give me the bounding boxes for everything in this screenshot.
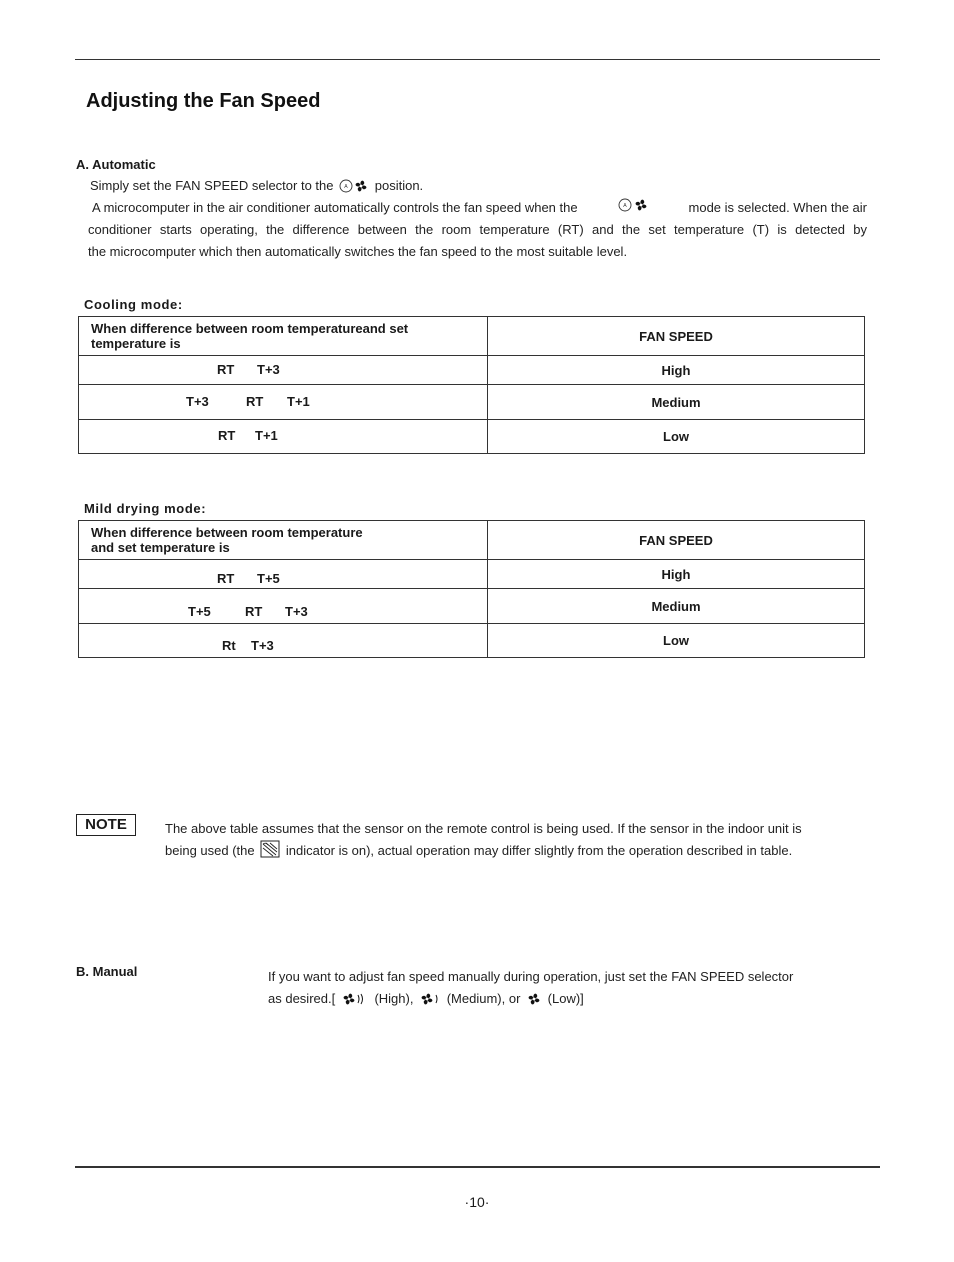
- condition-term: T+1: [255, 428, 278, 443]
- condition-term: RT: [246, 394, 264, 409]
- section-b-text: [268, 966, 868, 1013]
- note-line-2-before: being used (the: [165, 843, 255, 858]
- top-rule: [75, 59, 880, 60]
- condition-term: T+3: [186, 394, 209, 409]
- condition-term: RT: [245, 604, 263, 619]
- cooling-table: [78, 316, 865, 454]
- condition-cell: [79, 589, 488, 624]
- section-b-medium-label: (Medium), or: [446, 991, 521, 1006]
- condition-term: T+5: [188, 604, 211, 619]
- table-row: [79, 560, 865, 589]
- section-b-low-label: (Low)]: [547, 991, 584, 1006]
- note-label: NOTE: [76, 814, 136, 836]
- cooling-mode-label: Cooling mode:: [84, 297, 183, 312]
- fan-speed-cell: Medium: [488, 589, 865, 624]
- condition-term: RT: [218, 428, 236, 443]
- cooling-header-right: FAN SPEED: [488, 317, 865, 356]
- drying-header-left-line2: and set temperature is: [91, 540, 230, 555]
- bottom-rule: [75, 1166, 880, 1168]
- condition-term: T+3: [257, 362, 280, 377]
- condition-cell: [79, 356, 488, 385]
- section-b-line1: If you want to adjust fan speed manually during operation, just set the FAN SPEED selector: [268, 969, 794, 984]
- para-line-1: [88, 197, 867, 219]
- condition-term: T+3: [285, 604, 308, 619]
- drying-mode-label: Mild drying mode:: [84, 501, 207, 516]
- condition-cell: [79, 420, 488, 454]
- sensor-indicator-icon: [260, 840, 280, 865]
- page-number: ·10·: [464, 1194, 490, 1210]
- para-line-2: conditioner starts operating, the difference between the room temperature (RT) and the set temperature (T) is detected by: [88, 222, 867, 237]
- para-line-1-after: mode is selected. When the air: [688, 200, 867, 215]
- condition-term: RT: [217, 362, 235, 377]
- note-text: [165, 818, 885, 865]
- condition-term: T+5: [257, 571, 280, 586]
- drying-header-right: FAN SPEED: [488, 521, 865, 560]
- table-row: [79, 420, 865, 454]
- fan-speed-cell: High: [488, 560, 865, 589]
- section-b-line2: [268, 988, 868, 1013]
- table-row: [79, 624, 865, 658]
- para-line-1-before: A microcomputer in the air conditioner automatically controls the fan speed when the: [92, 200, 578, 215]
- section-b-heading: B. Manual: [76, 964, 138, 979]
- table-row: [79, 385, 865, 420]
- condition-cell: [79, 624, 488, 658]
- section-a-heading: A. Automatic: [76, 157, 156, 172]
- page-title: Adjusting the Fan Speed: [86, 90, 321, 112]
- fan-high-icon: [341, 991, 369, 1013]
- condition-term: Rt: [222, 638, 236, 653]
- condition-cell: [79, 385, 488, 420]
- drying-table: [78, 520, 865, 658]
- condition-term: T+3: [251, 638, 274, 653]
- note-line-2: [165, 840, 885, 865]
- fan-speed-cell: Low: [488, 420, 865, 454]
- section-b-as-desired: as desired.[: [268, 991, 336, 1006]
- drying-header-row: [79, 521, 865, 560]
- condition-term: RT: [217, 571, 235, 586]
- fan-low-icon: [526, 991, 542, 1013]
- section-a-line1-text: Simply set the FAN SPEED selector to the: [90, 178, 334, 193]
- drying-header-left: [79, 521, 488, 560]
- table-row: [79, 589, 865, 624]
- fan-medium-icon: [419, 991, 441, 1013]
- cooling-header-row: [79, 317, 865, 356]
- fan-speed-cell: High: [488, 356, 865, 385]
- table-row: [79, 356, 865, 385]
- section-a-line1-after: position.: [374, 178, 424, 193]
- section-b-high-label: (High),: [374, 991, 414, 1006]
- condition-cell: [79, 560, 488, 589]
- svg-text:A: A: [344, 184, 348, 190]
- condition-term: T+1: [287, 394, 310, 409]
- auto-fan-icon-2: [617, 197, 649, 219]
- section-a-paragraph: [88, 197, 867, 263]
- note-line-2-after: indicator is on), actual operation may differ slightly from the operation described in table.: [285, 843, 793, 858]
- fan-speed-cell: Medium: [488, 385, 865, 420]
- para-line-3: the microcomputer which then automatically switches the fan speed to the most suitable level.: [88, 244, 628, 259]
- fan-speed-cell: Low: [488, 624, 865, 658]
- cooling-header-left: When difference between room temperatureand set temperature is: [79, 317, 488, 356]
- note-line-1: The above table assumes that the sensor on the remote control is being used. If the sensor in the indoor unit is: [165, 821, 802, 836]
- drying-header-left-line1: When difference between room temperature: [91, 525, 363, 540]
- svg-text:A: A: [623, 203, 627, 209]
